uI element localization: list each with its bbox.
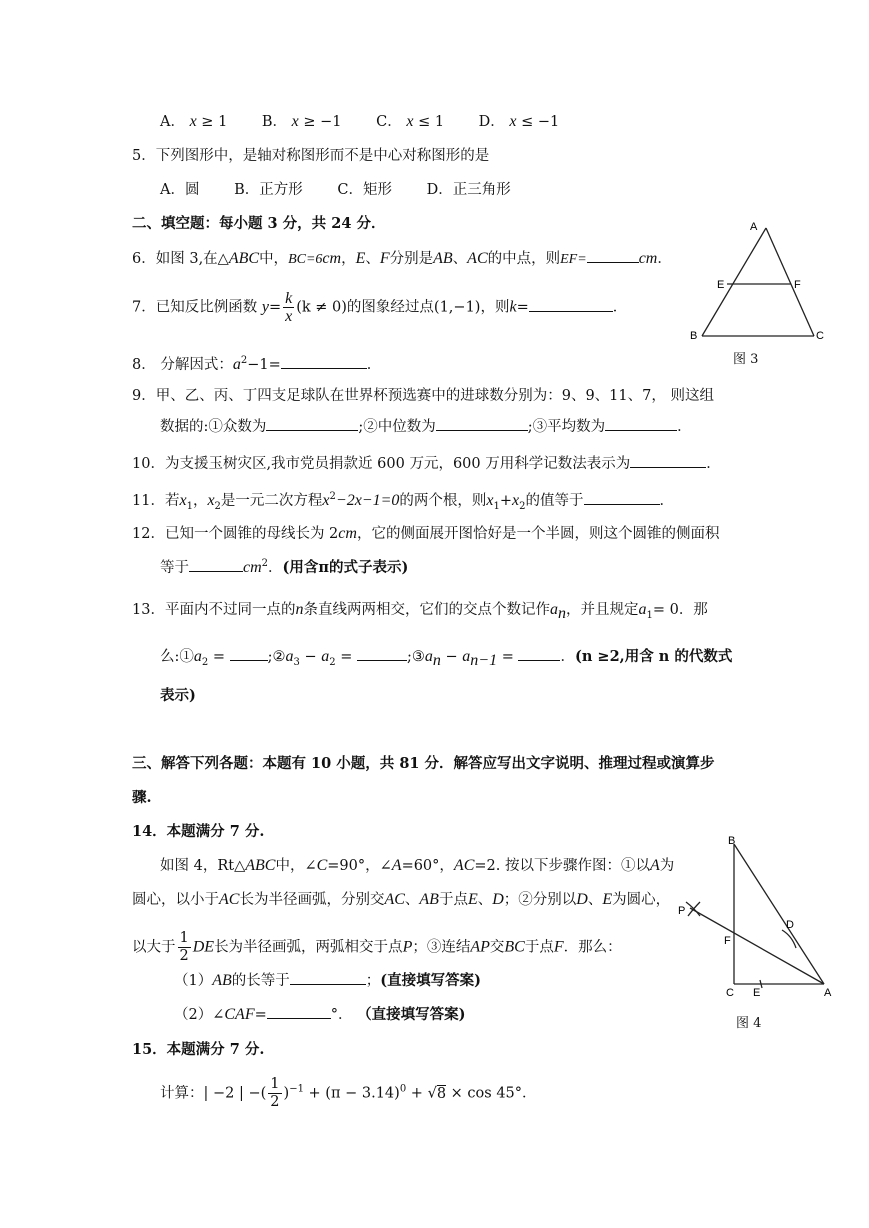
fig4-arc-d xyxy=(782,930,796,948)
q9-line1: 9．甲、乙、丙、丁四支足球队在世界杯预选赛中的进球数分别为：9、9、11、7， 则这组 xyxy=(132,388,714,404)
q14-line3: 以大于 $\frac{1}{2}$ DE长为半径画弧，两弧相交于点P；③连结AP交BC于点F．那么： xyxy=(132,930,622,964)
q14-line1: 如图 4，Rt△ABC中，∠C=90°，∠A=60°，AC=2. 按以下步骤作图：①以A为 xyxy=(160,857,675,874)
q9-line2: 数据的:①众数为 ;②中位数为 ;③平均数为 ． xyxy=(160,416,692,437)
q4-options xyxy=(160,112,589,132)
q12-blank xyxy=(189,557,243,572)
q13-line3: 表示) xyxy=(160,687,196,704)
q13-line1: 13．平面内不过同一点的n条直线两两相交，它们的交点个数记作$a_n$，并且规定$a_1= 0$．那 xyxy=(132,601,708,622)
section3-title-line1: 三、解答下列各题：本题有 10 小题，共 81 分．解答应写出文字说明、推理过程或演算步 xyxy=(132,755,715,772)
fig3-label-a: A xyxy=(750,221,758,233)
q10: 10．为支援玉树灾区,我市党员捐款近 600 万元，600 万用科学记数法表示为 ． xyxy=(132,453,721,474)
figure-4 xyxy=(676,832,844,1004)
q10-blank xyxy=(630,453,706,468)
q11: 11．若$x_1$，$x_2$是一元二次方程$x^2-2x-1=0$的两个根，则$x_1+x_2$的值等于 ． xyxy=(132,491,675,512)
q13-blank-1 xyxy=(230,646,268,661)
q13-line2: 么$:①a_2$ = $;②a_3 - a_2$ = $;③a_n - a_{n-1}$ = ．(n ≥2,用含 n 的代数式 xyxy=(160,648,733,669)
sqrt-sign: √ xyxy=(427,1085,437,1102)
q4-option-c: C． x ≤ 1 xyxy=(376,113,445,130)
fig3-label-f: F xyxy=(794,279,801,291)
q5-option-b: B．正方形 xyxy=(234,182,303,198)
fig4-label-p: P xyxy=(678,905,686,917)
q7: 7．已知反比例函数 y= $\frac{k}{x}$ (k ≠ 0)的图象经过点(1,−1)，则k= ． xyxy=(132,290,628,325)
fig4-label-b: B xyxy=(728,835,736,847)
q15-expression: 计算：| −2 | −( $\frac{1}{2}$ )$^{-1} + (\pi - 3.14)^0 + √8 \times \cos 45^\circ$． xyxy=(160,1076,537,1110)
q7-blank xyxy=(529,297,613,312)
fig3-caption: 图 3 xyxy=(733,352,759,367)
q7-fraction: $\frac{k}{x}$ xyxy=(285,290,293,325)
q8-blank xyxy=(281,354,367,369)
q14-half-fraction: $\frac{1}{2}$ xyxy=(179,930,189,964)
q9-blank-mode xyxy=(266,416,358,431)
fig4-side-ab xyxy=(734,844,824,984)
q15-title: 15．本题满分 7 分. xyxy=(132,1041,265,1058)
section3-title-line2: 骤. xyxy=(132,789,152,806)
q4-option-a: A． x ≥ 1 xyxy=(160,113,228,130)
q5-option-a: A．圆 xyxy=(160,182,200,198)
q14-line2: 圆心，以小于AC长为半径画弧，分别交AC、AB于点E、D；②分别以D、E为圆心， xyxy=(132,891,671,908)
fig3-label-e: E xyxy=(717,279,725,291)
q6-blank xyxy=(587,248,639,263)
q4-option-d: D． x ≤ −1 xyxy=(478,113,560,130)
fig3-label-b: B xyxy=(690,330,698,342)
q15-half-fraction: $\frac{1}{2}$ xyxy=(270,1076,280,1110)
q14-blank-1 xyxy=(290,970,366,985)
q14-subq1: （1）AB的长等于 ；(直接填写答案) xyxy=(174,972,482,989)
fig4-label-e: E xyxy=(753,987,761,999)
fig3-side-ab xyxy=(702,228,766,336)
figure-3 xyxy=(690,218,830,348)
q11-blank xyxy=(584,490,660,505)
fig4-label-c: C xyxy=(726,987,734,999)
fig4-caption: 图 4 xyxy=(736,1016,762,1031)
q8: 8． 分解因式：$a^2-1=$ ． xyxy=(132,355,382,373)
q5-option-c: C．矩形 xyxy=(337,182,392,198)
q14-blank-2 xyxy=(267,1004,331,1019)
q12-line2: 等于 $cm^2$．(用含π的式子表示) xyxy=(160,558,409,576)
q14-subq2: （2）∠CAF= °． （直接填写答案) xyxy=(174,1006,466,1023)
q13-blank-2 xyxy=(357,646,407,661)
q4-option-b: B． x ≥ −1 xyxy=(261,113,342,130)
q12-line1: 12．已知一个圆锥的母线长为 2cm，它的侧面展开图恰好是一个半圆，则这个圆锥的侧面积 xyxy=(132,525,720,542)
fig4-label-d: D xyxy=(786,919,794,931)
q14-title: 14．本题满分 7 分. xyxy=(132,823,265,840)
q9-blank-median xyxy=(436,416,528,431)
q5-options xyxy=(160,180,541,200)
fig3-label-c: C xyxy=(816,330,824,342)
fig4-segment-pa xyxy=(690,908,824,984)
section2-title: 二、填空题：每小题 3 分，共 24 分． xyxy=(132,215,386,232)
q13-blank-3 xyxy=(518,646,560,661)
fig4-label-f: F xyxy=(724,935,731,947)
q9-blank-mean xyxy=(605,416,677,431)
q5-stem: 5．下列图形中，是轴对称图形而不是中心对称图形的是 xyxy=(132,148,490,164)
fig3-side-ac xyxy=(766,228,814,336)
q6: 6．如图 3,在△ABC中，BC=6cm，E、F分别是AB、AC的中点，则EF= cm． xyxy=(132,250,672,267)
fig4-label-a: A xyxy=(824,987,832,999)
q5-option-d: D．正三角形 xyxy=(426,182,511,198)
